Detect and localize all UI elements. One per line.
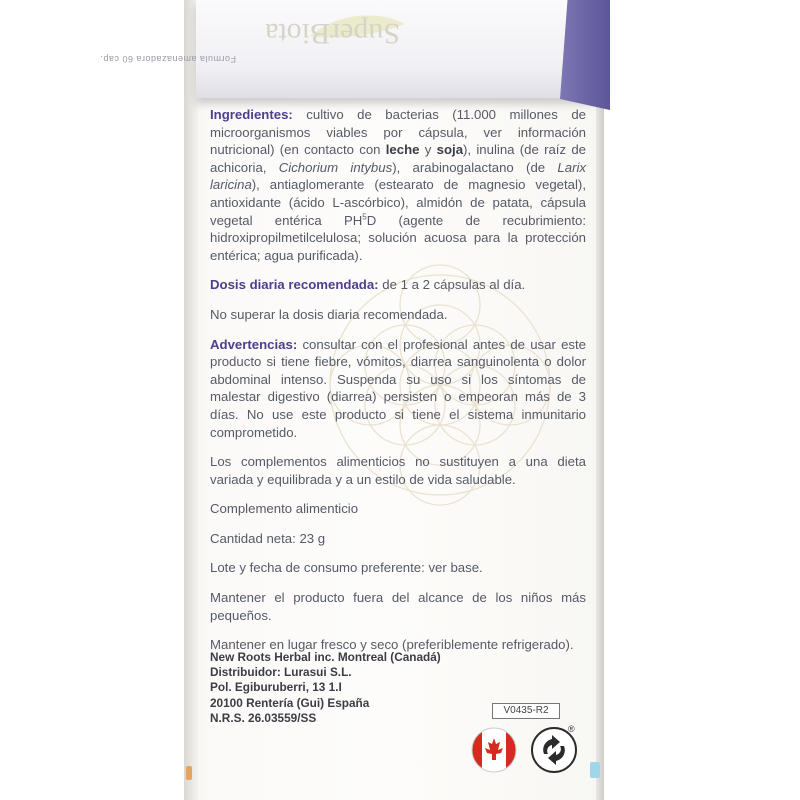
corner-color-mark: [590, 762, 600, 778]
allergen-leche: leche: [385, 142, 420, 158]
ingredients-text: ), arabinogalactano (de: [392, 159, 558, 175]
ingredients-text: y: [419, 142, 437, 158]
dosis-label: Dosis diaria recomendada:: [210, 277, 379, 293]
ingredients-text: cultivo de bacterias (11.000 millones de microorganismos viables por cápsula, ver información nutricional) (en contacto con: [210, 107, 586, 158]
ingredients-text: ), antiaglomerante (estearato de magnesio vegetal), antioxidante (ácido L-ascórbico), almidón de patata, cápsula vegetal entérica PH: [210, 177, 586, 228]
flap-small-text: Formula amenazadora 60 cap.: [99, 54, 236, 64]
ingredients-text: ), inulina (de raíz de achicoria,: [210, 142, 586, 175]
complemento-text: Complemento alimenticio: [210, 501, 359, 517]
company-info: [210, 650, 510, 726]
ingredients-paragraph: [210, 106, 586, 264]
company-line: New Roots Herbal inc. Montreal (Canadá): [210, 650, 441, 664]
superscript: 5: [362, 212, 367, 222]
fresco-text: Mantener en lugar fresco y seco (preferiblemente refrigerado).: [210, 637, 574, 653]
flap-purple-side: [560, 0, 610, 110]
company-line: Pol. Egiburuberri, 13 1.I: [210, 680, 342, 695]
advertencias-text: consultar con el profesional antes de usar este producto si tiene fiebre, vómitos, diarrea sanguinolenta o dolor abdominal intenso. Suspenda su uso si los síntomas de malestar digestivo (diarrea) persisten o empeoran más de 3 días. No use este producto si tiene el sistema inmunitario comprometido.: [210, 336, 586, 440]
version-code: V0435-R2: [492, 703, 560, 719]
box-right-edge: [596, 0, 604, 800]
ingredients-label: Ingredientes:: [210, 107, 293, 122]
ingredients-text: D (agente de recubrimiento: hidroxipropilmetilcelulosa; solución acuosa para la protección entérica; agua purificada).: [210, 212, 587, 263]
company-line: 20100 Rentería (Gui) España: [210, 695, 370, 710]
latin-name: Larix laricina: [210, 159, 587, 193]
advertencias-paragraph: [210, 336, 586, 442]
label-text-block: [210, 106, 586, 666]
box-left-edge: [184, 0, 198, 800]
company-line: Distribuidor: Lurasui S.L.: [210, 665, 352, 680]
corner-color-mark-left: [186, 766, 192, 780]
advertencias-label: Advertencias:: [210, 336, 298, 352]
flap-brand-text: SuperBiota: [265, 17, 400, 50]
cantidad-text: Cantidad neta: 23 g: [210, 530, 326, 546]
complementos-note: Los complementos alimenticios no sustituyen a una dieta variada y equilibrada y a un estilo de vida saludable.: [210, 454, 586, 487]
allergen-soja: soja: [436, 142, 464, 158]
ninos-text: Mantener el producto fuera del alcance de los niños más pequeños.: [210, 590, 586, 623]
latin-name: Cichorium intybus: [278, 159, 393, 175]
lote-text: Lote y fecha de consumo preferente: ver base.: [210, 560, 483, 576]
company-line: N.R.S. 26.03559/SS: [210, 710, 317, 725]
dosis-paragraph: [210, 276, 586, 294]
dosis-text: de 1 a 2 cápsulas al día.: [378, 277, 526, 293]
canada-flag-icon: [470, 726, 518, 774]
registered-mark: ®: [568, 724, 575, 734]
no-superar-text: No superar la dosis diaria recomendada.: [210, 306, 448, 322]
